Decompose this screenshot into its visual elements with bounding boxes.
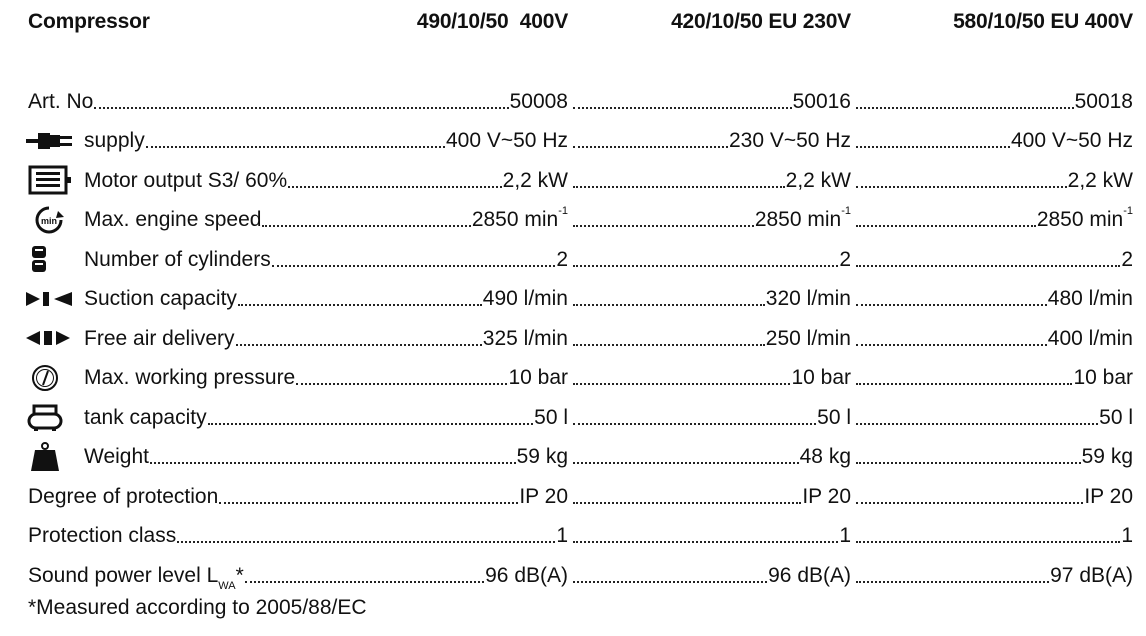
leader-dots bbox=[573, 462, 799, 464]
spec-value-cell bbox=[855, 240, 1133, 280]
spec-value-3: 400 V~50 Hz bbox=[1010, 129, 1133, 153]
spec-label: Free air delivery bbox=[84, 326, 235, 350]
spec-label-cell bbox=[84, 398, 568, 438]
leader-dots bbox=[272, 265, 556, 267]
table-header bbox=[0, 8, 1146, 42]
svg-text:min: min bbox=[40, 215, 58, 226]
spec-label-cell bbox=[28, 477, 568, 517]
spec-row bbox=[0, 240, 1146, 280]
spec-value-cell bbox=[572, 82, 851, 122]
spec-value-3: 10 bar bbox=[1073, 366, 1133, 390]
spec-label: Weight bbox=[84, 445, 149, 469]
spec-value-2: 50 l bbox=[817, 405, 851, 429]
spec-label: Max. engine speed bbox=[84, 208, 262, 232]
cylinder-icon bbox=[26, 244, 72, 274]
leader-dots bbox=[219, 502, 518, 504]
spec-label: Sound power level $L_{WA}*$ bbox=[28, 563, 244, 592]
spec-value-cell bbox=[855, 280, 1133, 320]
spec-value-1: IP 20 bbox=[519, 484, 568, 508]
spec-value-1: 50 l bbox=[534, 405, 568, 429]
spec-value-3: 2,2 kW bbox=[1067, 168, 1133, 192]
spec-value-3: 50 l bbox=[1099, 405, 1133, 429]
spec-label: Protection class bbox=[28, 524, 177, 548]
leader-dots bbox=[856, 146, 1010, 148]
spec-value-1: 2850 $\min^{-1}$ bbox=[471, 205, 568, 232]
spec-value-cell bbox=[572, 359, 851, 399]
spec-value-cell bbox=[572, 477, 851, 517]
spec-value-1: 10 bar bbox=[508, 366, 568, 390]
spec-value-2: 2850 $\min^{-1}$ bbox=[754, 205, 851, 232]
leader-dots bbox=[856, 304, 1047, 306]
spec-value-cell bbox=[572, 280, 851, 320]
spec-value-2: 2 bbox=[839, 247, 851, 271]
spec-value-2: IP 20 bbox=[802, 484, 851, 508]
spec-value-1: 50008 bbox=[509, 89, 568, 113]
leader-dots bbox=[573, 225, 754, 227]
spec-value-2: 230 V~50 Hz bbox=[728, 129, 851, 153]
spec-label: Art. No bbox=[28, 89, 94, 113]
spec-value-1: 490 l/min bbox=[482, 287, 568, 311]
spec-value-2: 96 dB(A) bbox=[768, 563, 851, 587]
leader-dots bbox=[208, 423, 534, 425]
spec-value-2: 48 kg bbox=[799, 445, 851, 469]
spec-value-cell bbox=[572, 201, 851, 241]
spec-row bbox=[0, 438, 1146, 478]
tank-icon bbox=[26, 402, 72, 432]
spec-value-3: IP 20 bbox=[1084, 484, 1133, 508]
spec-value-2: 250 l/min bbox=[765, 326, 851, 350]
spec-label-cell bbox=[84, 240, 568, 280]
leader-dots bbox=[856, 462, 1081, 464]
rpm-icon bbox=[26, 205, 72, 235]
leader-dots bbox=[573, 502, 801, 504]
spec-label: Degree of protection bbox=[28, 484, 219, 508]
spec-value-1: 2 bbox=[556, 247, 568, 271]
spec-row bbox=[0, 82, 1146, 122]
spec-row bbox=[0, 319, 1146, 359]
spec-value-2: 320 l/min bbox=[765, 287, 851, 311]
spec-row bbox=[0, 280, 1146, 320]
spec-label-cell bbox=[28, 556, 568, 596]
model-header-2: 420/10/50 EU 230V bbox=[671, 10, 851, 33]
spec-row bbox=[0, 477, 1146, 517]
spec-value-3: 2850 $\min^{-1}$ bbox=[1036, 205, 1133, 232]
spec-value-2: 10 bar bbox=[791, 366, 851, 390]
spec-value-cell bbox=[855, 477, 1133, 517]
leader-dots bbox=[150, 462, 516, 464]
spec-value-cell bbox=[855, 438, 1133, 478]
leader-dots bbox=[856, 186, 1067, 188]
footnote: *Measured according to 2005/88/EC bbox=[28, 596, 367, 619]
spec-value-3: 97 dB(A) bbox=[1050, 563, 1133, 587]
leader-dots bbox=[573, 304, 765, 306]
spec-value-2: 2,2 kW bbox=[785, 168, 851, 192]
pressure-gauge-icon bbox=[26, 363, 72, 393]
spec-value-3: 400 l/min bbox=[1047, 326, 1133, 350]
spec-row bbox=[0, 556, 1146, 596]
suction-icon bbox=[26, 284, 72, 314]
spec-label-cell bbox=[84, 438, 568, 478]
spec-row bbox=[0, 201, 1146, 241]
leader-dots bbox=[573, 107, 792, 109]
spec-label: Motor output S3/ 60% bbox=[84, 168, 288, 192]
spec-label-cell bbox=[28, 517, 568, 557]
leader-dots bbox=[573, 344, 765, 346]
spec-label: Suction capacity bbox=[84, 287, 237, 311]
spec-value-cell bbox=[855, 201, 1133, 241]
spec-value-cell bbox=[572, 161, 851, 201]
spec-value-cell bbox=[572, 240, 851, 280]
leader-dots bbox=[856, 423, 1098, 425]
leader-dots bbox=[236, 344, 482, 346]
leader-dots bbox=[573, 265, 838, 267]
leader-dots bbox=[573, 186, 785, 188]
spec-row bbox=[0, 517, 1146, 557]
spec-table bbox=[0, 82, 1146, 596]
spec-value-1: 59 kg bbox=[516, 445, 568, 469]
spec-value-cell bbox=[572, 319, 851, 359]
leader-dots bbox=[856, 541, 1120, 543]
leader-dots bbox=[573, 581, 767, 583]
spec-value-cell bbox=[572, 556, 851, 596]
leader-dots bbox=[245, 581, 484, 583]
spec-value-2: 1 bbox=[839, 524, 851, 548]
spec-value-cell bbox=[855, 82, 1133, 122]
spec-value-3: 2 bbox=[1121, 247, 1133, 271]
spec-value-cell bbox=[572, 517, 851, 557]
model-header-3: 580/10/50 EU 400V bbox=[953, 10, 1133, 33]
spec-value-cell bbox=[855, 398, 1133, 438]
leader-dots bbox=[856, 265, 1120, 267]
table-title: Compressor bbox=[28, 10, 150, 33]
spec-value-1: 96 dB(A) bbox=[485, 563, 568, 587]
spec-value-cell bbox=[572, 398, 851, 438]
motor-icon bbox=[26, 165, 72, 195]
spec-label: tank capacity bbox=[84, 405, 207, 429]
spec-label: Number of cylinders bbox=[84, 247, 271, 271]
leader-dots bbox=[238, 304, 482, 306]
spec-value-3: 480 l/min bbox=[1047, 287, 1133, 311]
leader-dots bbox=[573, 383, 790, 385]
spec-value-2: 50016 bbox=[792, 89, 851, 113]
weight-icon bbox=[26, 442, 72, 472]
leader-dots bbox=[573, 423, 816, 425]
spec-value-cell bbox=[855, 556, 1133, 596]
spec-value-cell bbox=[572, 438, 851, 478]
spec-row bbox=[0, 359, 1146, 399]
leader-dots bbox=[296, 383, 507, 385]
model-header-1: 490/10/50 400V bbox=[416, 10, 568, 33]
spec-row bbox=[0, 122, 1146, 162]
air-delivery-icon bbox=[26, 323, 72, 353]
spec-value-3: 1 bbox=[1121, 524, 1133, 548]
leader-dots bbox=[856, 383, 1072, 385]
spec-row bbox=[0, 398, 1146, 438]
leader-dots bbox=[262, 225, 470, 227]
leader-dots bbox=[94, 107, 508, 109]
leader-dots bbox=[573, 541, 838, 543]
spec-value-cell bbox=[855, 359, 1133, 399]
spec-value-3: 50018 bbox=[1074, 89, 1133, 113]
spec-value-1: 1 bbox=[556, 524, 568, 548]
spec-label-cell bbox=[84, 201, 568, 241]
spec-label: Max. working pressure bbox=[84, 366, 296, 390]
leader-dots bbox=[177, 541, 555, 543]
plug-icon bbox=[26, 126, 72, 156]
spec-label-cell bbox=[84, 280, 568, 320]
spec-value-cell bbox=[855, 122, 1133, 162]
spec-value-cell bbox=[855, 319, 1133, 359]
spec-value-1: 325 l/min bbox=[482, 326, 568, 350]
leader-dots bbox=[856, 225, 1036, 227]
spec-value-3: 59 kg bbox=[1081, 445, 1133, 469]
spec-label: supply bbox=[84, 129, 145, 153]
spec-value-cell bbox=[855, 161, 1133, 201]
spec-label-cell bbox=[84, 161, 568, 201]
spec-label-cell bbox=[84, 359, 568, 399]
spec-row bbox=[0, 161, 1146, 201]
spec-label-cell bbox=[28, 82, 568, 122]
spec-value-cell bbox=[855, 517, 1133, 557]
leader-dots bbox=[288, 186, 502, 188]
leader-dots bbox=[573, 146, 728, 148]
spec-value-1: 400 V~50 Hz bbox=[445, 129, 568, 153]
leader-dots bbox=[856, 502, 1083, 504]
spec-value-cell bbox=[572, 122, 851, 162]
spec-label-cell bbox=[84, 122, 568, 162]
leader-dots bbox=[146, 146, 445, 148]
spec-label-cell bbox=[84, 319, 568, 359]
spec-value-1: 2,2 kW bbox=[502, 168, 568, 192]
leader-dots bbox=[856, 581, 1049, 583]
leader-dots bbox=[856, 344, 1047, 346]
leader-dots bbox=[856, 107, 1074, 109]
